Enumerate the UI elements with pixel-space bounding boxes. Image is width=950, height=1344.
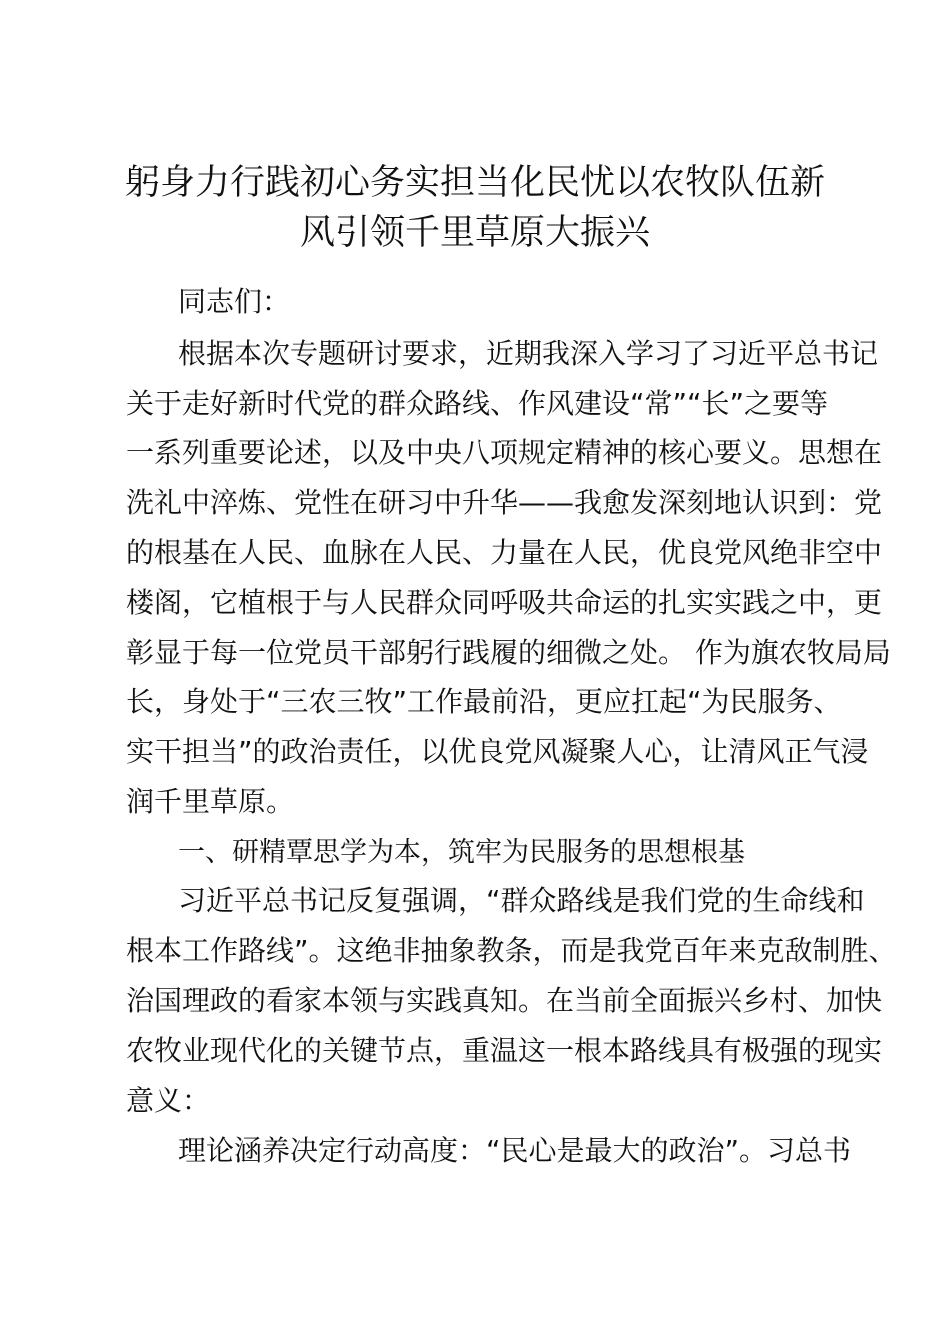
section-1-heading: 一、研精覃思学为本，筑牢为民服务的思想根基	[178, 837, 745, 868]
paragraph-3-line: 理论涵养决定行动高度：“民心是最大的政治”。习总书	[178, 1134, 852, 1167]
paragraph-1-line: 的根基在人民、血脉在人民、力量在人民，优良党风绝非空中	[126, 536, 883, 569]
paragraph-2-line: 意义：	[126, 1084, 211, 1117]
salutation: 同志们：	[178, 285, 291, 318]
paragraph-1-line: 楼阁，它植根于与人民群众同呼吸共命运的扎实实践之中，更	[126, 586, 883, 619]
paragraph-1-line: 润千里草原。	[126, 785, 295, 818]
paragraph-1-line: 根据本次专题研讨要求，近期我深入学习了习近平总书记	[178, 337, 879, 370]
paragraph-2-line: 农牧业现代化的关键节点，重温这一根本路线具有极强的现实	[126, 1034, 883, 1067]
paragraph-2-line: 治国理政的看家本领与实践真知。在当前全面振兴乡村、加快	[126, 984, 883, 1017]
paragraph-1-line: 彰显于每一位党员干部躬行践履的细微之处。 作为旗农牧局局	[126, 636, 891, 669]
paragraph-2-line: 根本工作路线”。这绝非抽象教条，而是我党百年来克敌制胜、	[126, 934, 897, 967]
paragraph-1-line: 实干担当”的政治责任，以优良党风凝聚人心，让清风正气浸	[126, 735, 869, 768]
paragraph-2-line: 习近平总书记反复强调，“群众路线是我们党的生命线和	[178, 884, 865, 917]
paragraph-1-line: 长，身处于“三农三牧”工作最前沿，更应扛起“为民服务、	[126, 685, 842, 718]
document-title-line-2: 风引领千里草原大振兴	[299, 213, 650, 253]
paragraph-1-line: 洗礼中淬炼、党性在研习中升华——我愈发深刻地认识到：党	[126, 486, 883, 519]
paragraph-1-line: 关于走好新时代党的群众路线、作风建设“常”“长”之要等	[126, 387, 829, 420]
document-title-line-1: 躬身力行践初心务实担当化民忧以农牧队伍新	[124, 163, 825, 203]
paragraph-1-line: 一系列重要论述，以及中央八项规定精神的核心要义。思想在	[126, 436, 883, 469]
